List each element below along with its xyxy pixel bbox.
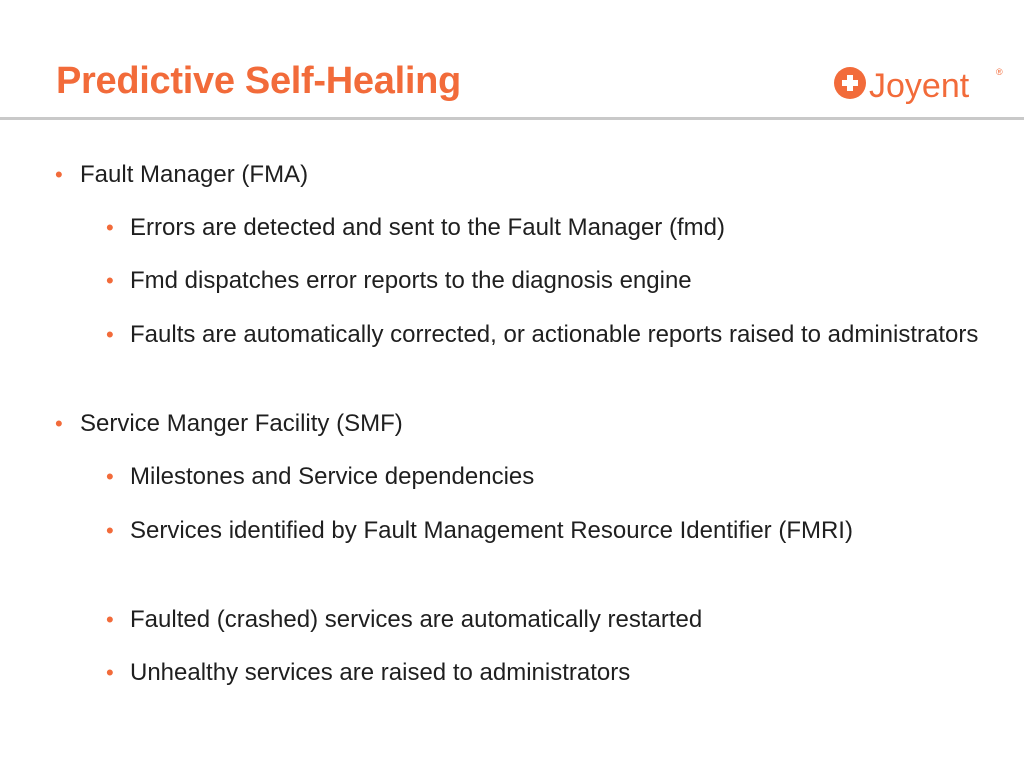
bullet-text: Milestones and Service dependencies [130,463,535,490]
title-divider [0,117,1024,120]
sub-bullet-milestones [106,460,980,494]
bullet-dot: • [106,215,114,240]
joyent-logo [832,62,1004,112]
sub-bullet-fmri [106,514,980,548]
sub-bullet-faulted-restarted [106,603,980,637]
logo-wordmark: Joyent [869,67,970,105]
bullet-text: Fmd dispatches error reports to the diagnosis engine [130,267,692,294]
bullet-dot: • [106,607,114,632]
joyent-logo-graphic [832,62,1004,112]
bullet-dot: • [106,660,114,685]
bullet-text: Unhealthy services are raised to administrators [130,659,631,686]
bullet-dot: • [106,464,114,489]
bullet-text: Service Manger Facility (SMF) [80,410,403,437]
bullet-fault-manager [55,158,960,192]
bullet-dot: • [106,322,114,347]
bullet-dot: • [55,411,63,436]
bullet-text: Fault Manager (FMA) [80,161,309,188]
bullet-text: Errors are detected and sent to the Fault Manager (fmd) [130,214,725,241]
sub-bullet-unhealthy-services [106,656,980,690]
bullet-dot: • [106,518,114,543]
sub-bullet-faults-corrected [106,318,980,352]
bullet-text: Faults are automatically corrected, or actionable reports raised to administrators [130,321,979,348]
bullet-dot: • [55,162,63,187]
bullet-dot: • [106,268,114,293]
logo-registered-mark: ® [996,67,1003,77]
bullet-text: Faulted (crashed) services are automatically restarted [130,606,703,633]
bullet-service-manager [55,407,960,441]
sub-bullet-errors-detected [106,211,980,245]
sub-bullet-fmd-dispatches [106,264,980,298]
slide-title: Predictive Self-Healing [56,60,461,102]
bullet-text: Services identified by Fault Management Resource Identifier (FMRI) [130,517,853,544]
